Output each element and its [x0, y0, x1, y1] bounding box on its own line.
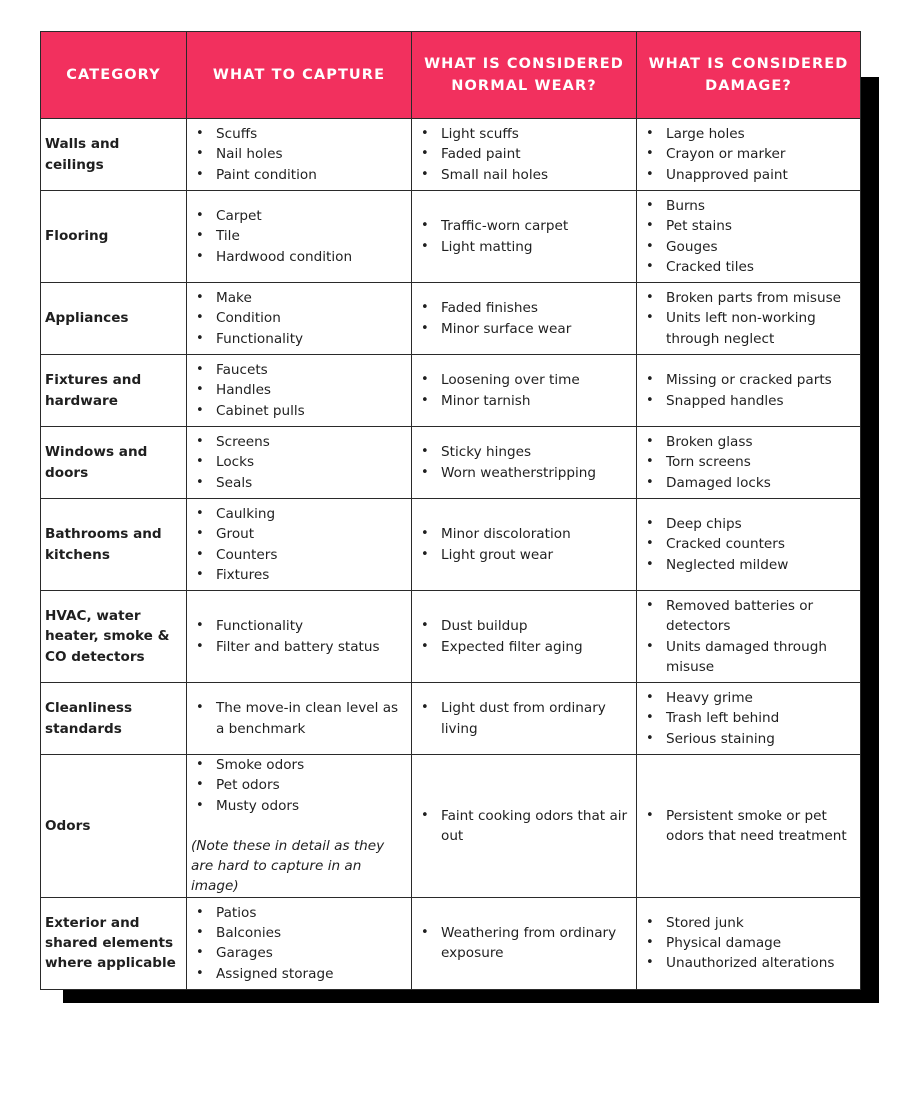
bullet-item: • Fixtures	[216, 565, 407, 585]
table-row	[41, 897, 861, 989]
bullet-item: • Trash left behind	[666, 708, 856, 728]
bullet-item: • Pet odors	[216, 775, 407, 795]
bullet-item: • Pet stains	[666, 216, 856, 236]
damage-cell	[637, 499, 861, 591]
bullet-item: • Neglected mildew	[666, 555, 856, 575]
category-cell: Odors	[41, 755, 187, 898]
bullet-item: • Small nail holes	[441, 165, 632, 185]
bullet-list	[641, 370, 856, 411]
bullet-item: • Damaged locks	[666, 473, 856, 493]
table-row	[41, 355, 861, 427]
bullet-item: • Locks	[216, 452, 407, 472]
bullet-list	[191, 432, 407, 493]
header-category: CATEGORY	[41, 32, 187, 119]
bullet-item: • Scuffs	[216, 124, 407, 144]
bullet-item: • Units damaged through misuse	[666, 637, 856, 678]
header-row	[41, 32, 861, 119]
bullet-list	[191, 360, 407, 421]
bullet-item: • Physical damage	[666, 933, 856, 953]
bullet-list	[416, 698, 632, 739]
bullet-list	[191, 616, 407, 657]
normal-wear-cell	[412, 355, 637, 427]
header-normal-wear: WHAT IS CONSIDERED NORMAL WEAR?	[412, 32, 637, 119]
normal-wear-cell	[412, 683, 637, 755]
bullet-list	[416, 524, 632, 565]
bullet-list	[191, 206, 407, 267]
bullet-item: • Faint cooking odors that air out	[441, 806, 632, 847]
bullet-item: • Persistent smoke or pet odors that need treatment	[666, 806, 856, 847]
bullet-list	[191, 504, 407, 585]
bullet-list	[416, 442, 632, 483]
bullet-item: • Loosening over time	[441, 370, 632, 390]
bullet-item: • Caulking	[216, 504, 407, 524]
bullet-list	[416, 616, 632, 657]
bullet-list	[641, 124, 856, 185]
damage-cell	[637, 591, 861, 683]
category-cell: Fixtures and hardware	[41, 355, 187, 427]
bullet-item: • Cracked counters	[666, 534, 856, 554]
table-row	[41, 683, 861, 755]
bullet-item: • Make	[216, 288, 407, 308]
table-row	[41, 191, 861, 283]
bullet-item: • Light dust from ordinary living	[441, 698, 632, 739]
category-cell: Windows and doors	[41, 427, 187, 499]
category-cell: Bathrooms and kitchens	[41, 499, 187, 591]
bullet-item: • Garages	[216, 943, 407, 963]
bullet-item: • Worn weatherstripping	[441, 463, 632, 483]
bullet-item: • Cracked tiles	[666, 257, 856, 277]
bullet-item: • Torn screens	[666, 452, 856, 472]
bullet-item: • Tile	[216, 226, 407, 246]
bullet-item: • Grout	[216, 524, 407, 544]
bullet-item: • Stored junk	[666, 913, 856, 933]
wear-and-damage-table	[40, 31, 861, 990]
capture-cell	[187, 755, 412, 898]
capture-cell	[187, 591, 412, 683]
table-row	[41, 283, 861, 355]
bullet-list	[641, 432, 856, 493]
bullet-item: • Weathering from ordinary exposure	[441, 923, 632, 964]
bullet-item: • Minor tarnish	[441, 391, 632, 411]
bullet-item: • Crayon or marker	[666, 144, 856, 164]
bullet-item: • Sticky hinges	[441, 442, 632, 462]
bullet-item: • Screens	[216, 432, 407, 452]
bullet-list	[191, 903, 407, 984]
bullet-item: • Broken parts from misuse	[666, 288, 856, 308]
bullet-item: • Unapproved paint	[666, 165, 856, 185]
category-cell: Flooring	[41, 191, 187, 283]
damage-cell	[637, 755, 861, 898]
bullet-item: • Light scuffs	[441, 124, 632, 144]
bullet-item: • Condition	[216, 308, 407, 328]
normal-wear-cell	[412, 755, 637, 898]
bullet-list	[641, 596, 856, 677]
damage-cell	[637, 683, 861, 755]
capture-cell	[187, 283, 412, 355]
bullet-list	[191, 288, 407, 349]
normal-wear-cell	[412, 897, 637, 989]
bullet-item: • Minor discoloration	[441, 524, 632, 544]
table-row	[41, 755, 861, 898]
bullet-item: • Light grout wear	[441, 545, 632, 565]
bullet-list	[191, 698, 407, 739]
bullet-item: • Seals	[216, 473, 407, 493]
bullet-list	[641, 514, 856, 575]
bullet-item: • Paint condition	[216, 165, 407, 185]
damage-cell	[637, 119, 861, 191]
capture-cell	[187, 499, 412, 591]
bullet-item: • Handles	[216, 380, 407, 400]
category-cell: Exterior and shared elements where applicable	[41, 897, 187, 989]
bullet-item: • Expected filter aging	[441, 637, 632, 657]
bullet-item: • Faded finishes	[441, 298, 632, 318]
bullet-item: • Musty odors	[216, 796, 407, 816]
bullet-item: • Faucets	[216, 360, 407, 380]
bullet-item: • Faded paint	[441, 144, 632, 164]
table-row	[41, 427, 861, 499]
bullet-list	[416, 370, 632, 411]
category-cell: Walls and ceilings	[41, 119, 187, 191]
bullet-item: • Functionality	[216, 616, 407, 636]
category-cell: Cleanliness standards	[41, 683, 187, 755]
capture-cell	[187, 427, 412, 499]
bullet-list	[191, 755, 407, 816]
bullet-list	[641, 806, 856, 847]
bullet-item: • Heavy grime	[666, 688, 856, 708]
bullet-item: • Carpet	[216, 206, 407, 226]
capture-cell	[187, 683, 412, 755]
bullet-list	[416, 216, 632, 257]
bullet-item: • Functionality	[216, 329, 407, 349]
bullet-item: • Hardwood condition	[216, 247, 407, 267]
bullet-item: • Patios	[216, 903, 407, 923]
normal-wear-cell	[412, 283, 637, 355]
bullet-list	[416, 298, 632, 339]
header-what-to-capture: WHAT TO CAPTURE	[187, 32, 412, 119]
capture-cell	[187, 119, 412, 191]
bullet-item: • Minor surface wear	[441, 319, 632, 339]
bullet-item: • Gouges	[666, 237, 856, 257]
bullet-item: • Filter and battery status	[216, 637, 407, 657]
bullet-item: • Removed batteries or detectors	[666, 596, 856, 637]
table-row	[41, 119, 861, 191]
damage-cell	[637, 191, 861, 283]
capture-note: (Note these in detail as they are hard to capture in an image)	[191, 837, 385, 895]
bullet-list	[416, 806, 632, 847]
capture-cell	[187, 191, 412, 283]
bullet-item: • Nail holes	[216, 144, 407, 164]
bullet-item: • Assigned storage	[216, 964, 407, 984]
bullet-item: • Cabinet pulls	[216, 401, 407, 421]
capture-cell	[187, 897, 412, 989]
bullet-item: • Missing or cracked parts	[666, 370, 856, 390]
category-cell: HVAC, water heater, smoke & CO detectors	[41, 591, 187, 683]
bullet-item: • Burns	[666, 196, 856, 216]
normal-wear-cell	[412, 427, 637, 499]
normal-wear-cell	[412, 191, 637, 283]
damage-cell	[637, 427, 861, 499]
bullet-list	[641, 913, 856, 974]
bullet-item: • Deep chips	[666, 514, 856, 534]
damage-cell	[637, 283, 861, 355]
bullet-list	[416, 124, 632, 185]
damage-cell	[637, 897, 861, 989]
bullet-item: • Snapped handles	[666, 391, 856, 411]
table-row	[41, 591, 861, 683]
bullet-item: • Large holes	[666, 124, 856, 144]
bullet-item: • Dust buildup	[441, 616, 632, 636]
bullet-list	[191, 124, 407, 185]
normal-wear-cell	[412, 591, 637, 683]
header-damage: WHAT IS CONSIDERED DAMAGE?	[637, 32, 861, 119]
bullet-item: • Serious staining	[666, 729, 856, 749]
bullet-item: • Traffic-worn carpet	[441, 216, 632, 236]
category-cell: Appliances	[41, 283, 187, 355]
bullet-item: • Counters	[216, 545, 407, 565]
bullet-item: • Units left non-working through neglect	[666, 308, 856, 349]
bullet-item: • Balconies	[216, 923, 407, 943]
bullet-item: • The move-in clean level as a benchmark	[216, 698, 407, 739]
bullet-list	[641, 288, 856, 349]
bullet-list	[416, 923, 632, 964]
bullet-item: • Broken glass	[666, 432, 856, 452]
capture-cell	[187, 355, 412, 427]
table-body	[41, 119, 861, 990]
normal-wear-cell	[412, 499, 637, 591]
damage-cell	[637, 355, 861, 427]
bullet-item: • Smoke odors	[216, 755, 407, 775]
bullet-list	[641, 196, 856, 277]
bullet-item: • Light matting	[441, 237, 632, 257]
table-row	[41, 499, 861, 591]
normal-wear-cell	[412, 119, 637, 191]
bullet-item: • Unauthorized alterations	[666, 953, 856, 973]
bullet-list	[641, 688, 856, 749]
